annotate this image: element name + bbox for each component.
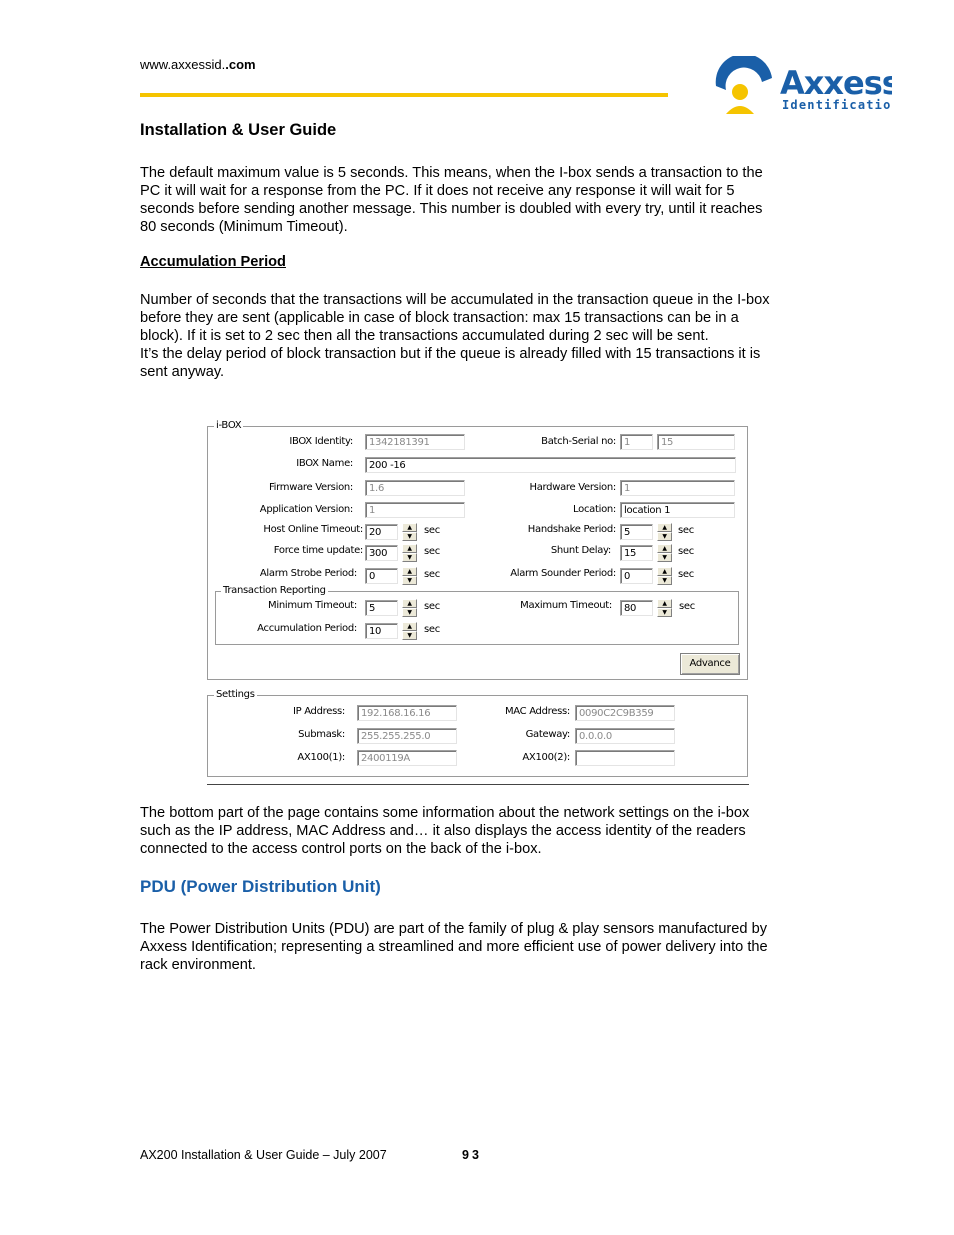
guide-title: Installation & User Guide	[140, 121, 337, 139]
min-timeout-spinner[interactable]: ▲ ▼	[402, 599, 417, 617]
ax100-2-label: AX100(2):	[522, 752, 570, 763]
shunt-delay-label: Shunt Delay:	[550, 545, 611, 556]
paragraph-pdu	[140, 920, 820, 974]
text-line: seconds before sending another message. This number is doubled with every try, until it reaches	[140, 201, 763, 217]
accum-label: Accumulation Period:	[257, 623, 357, 634]
axxess-logo	[712, 56, 892, 118]
host-timeout-label: Host Online Timeout:	[263, 524, 363, 535]
pdu-heading: PDU (Power Distribution Unit)	[140, 877, 381, 896]
firmware-label: Firmware Version:	[268, 482, 353, 493]
force-time-field[interactable]: 300	[365, 545, 398, 561]
text-line: The default maximum value is 5 seconds. This means, when the I-box sends a transaction to the	[140, 165, 763, 181]
hardware-field[interactable]: 1	[620, 480, 735, 496]
ibox-identity-field[interactable]: 1342181391	[365, 434, 465, 450]
url-suffix: .com	[225, 57, 256, 72]
max-timeout-field[interactable]: 80	[620, 600, 653, 616]
batch-field[interactable]: 1	[620, 434, 653, 450]
accumulation-subheading: Accumulation Period	[140, 254, 286, 270]
sec-unit: sec	[424, 601, 440, 612]
location-field[interactable]: location 1	[620, 502, 735, 518]
alarm-strobe-spinner[interactable]: ▲ ▼	[402, 567, 417, 585]
alarm-sounder-spinner[interactable]: ▲ ▼	[657, 567, 672, 585]
hardware-label: Hardware Version:	[529, 482, 616, 493]
footer-doc-name: AX200 Installation & User Guide – July 2007	[140, 1148, 387, 1162]
ibox-settings-dialog	[205, 420, 750, 792]
max-timeout-label: Maximum Timeout:	[520, 600, 612, 611]
ip-label: IP Address:	[292, 706, 345, 717]
text-line: rack environment.	[140, 957, 256, 973]
ax100-1-label: AX100(1):	[297, 752, 345, 763]
mac-label: MAC Address:	[504, 706, 570, 717]
gateway-label: Gateway:	[525, 729, 570, 740]
advance-button[interactable]: Advance	[680, 653, 740, 675]
text-line: The Power Distribution Units (PDU) are part of the family of plug & play sensors manufactured by	[140, 921, 767, 937]
sec-unit: sec	[424, 525, 440, 536]
handshake-spinner[interactable]: ▲ ▼	[657, 523, 672, 541]
shunt-delay-spinner[interactable]: ▲ ▼	[657, 544, 672, 562]
ibox-identity-label: IBOX Identity:	[289, 436, 353, 447]
shunt-delay-field[interactable]: 15	[620, 545, 653, 561]
ibox-group-title: i-BOX	[216, 420, 242, 431]
host-timeout-field[interactable]: 20	[365, 524, 398, 540]
dialog-bottom-line	[207, 784, 749, 785]
ibox-name-field[interactable]: 200 -16	[365, 457, 736, 473]
accum-field[interactable]: 10	[365, 623, 398, 639]
serial-field[interactable]: 15	[657, 434, 735, 450]
ax100-2-field[interactable]	[575, 750, 675, 766]
text-line: such as the IP address, MAC Address and… it also displays the access identity of the readers	[140, 823, 746, 839]
ax100-1-field[interactable]: 2400119A	[357, 750, 457, 766]
url-prefix: www.axxessid.	[140, 57, 226, 72]
page-number: 93	[462, 1148, 482, 1162]
sec-unit: sec	[678, 546, 694, 557]
accum-spinner[interactable]: ▲ ▼	[402, 622, 417, 640]
alarm-strobe-field[interactable]: 0	[365, 568, 398, 584]
location-label: Location:	[573, 504, 616, 515]
text-line: before they are sent (applicable in case of block transaction: max 15 transactions can be in a	[140, 310, 739, 326]
alarm-strobe-label: Alarm Strobe Period:	[259, 568, 357, 579]
force-time-spinner[interactable]: ▲ ▼	[402, 544, 417, 562]
transaction-group-title: Transaction Reporting	[223, 585, 326, 596]
sec-unit: sec	[424, 624, 440, 635]
text-line: PC it will wait for a response from the PC. If it does not receive any response it will wait for 5	[140, 183, 735, 199]
logo-subtext: Identification	[782, 98, 892, 112]
paragraph-network	[140, 804, 820, 858]
handshake-label: Handshake Period:	[527, 524, 616, 535]
text-line: Number of seconds that the transactions will be accumulated in the transaction queue in the I-box	[140, 292, 770, 308]
application-field[interactable]: 1	[365, 502, 465, 518]
application-label: Application Version:	[259, 504, 353, 515]
gateway-field[interactable]: 0.0.0.0	[575, 728, 675, 744]
sec-unit: sec	[424, 546, 440, 557]
settings-group-title: Settings	[216, 689, 255, 700]
website-url	[140, 57, 256, 72]
text-line: Axxess Identification; representing a streamlined and more efficient use of power delivery into the	[140, 939, 768, 955]
header-rule	[140, 93, 668, 97]
batch-serial-label: Batch-Serial no:	[541, 436, 616, 447]
text-line: It’s the delay period of block transaction but if the queue is already filled with 15 transactions it is	[140, 346, 761, 362]
alarm-sounder-field[interactable]: 0	[620, 568, 653, 584]
max-timeout-spinner[interactable]: ▲ ▼	[657, 599, 672, 617]
sec-unit: sec	[678, 569, 694, 580]
text-line: sent anyway.	[140, 364, 225, 380]
firmware-field[interactable]: 1.6	[365, 480, 465, 496]
ibox-name-label: IBOX Name:	[296, 458, 353, 469]
min-timeout-field[interactable]: 5	[365, 600, 398, 616]
paragraph-accumulation	[140, 291, 820, 381]
logo-text: Axxess	[780, 64, 892, 102]
sec-unit: sec	[679, 601, 695, 612]
submask-field[interactable]: 255.255.255.0	[357, 728, 457, 744]
min-timeout-label: Minimum Timeout:	[268, 600, 357, 611]
submask-label: Submask:	[298, 729, 345, 740]
alarm-sounder-label: Alarm Sounder Period:	[510, 568, 616, 579]
sec-unit: sec	[678, 525, 694, 536]
host-timeout-spinner[interactable]: ▲ ▼	[402, 523, 417, 541]
text-line: block). If it is set to 2 sec then all the transactions accumulated during 2 sec will be sent.	[140, 328, 709, 344]
force-time-label: Force time update:	[273, 545, 363, 556]
text-line: The bottom part of the page contains some information about the network settings on the i-box	[140, 805, 750, 821]
mac-field[interactable]: 0090C2C9B359	[575, 705, 675, 721]
text-line: 80 seconds (Minimum Timeout).	[140, 219, 348, 235]
ip-field[interactable]: 192.168.16.16	[357, 705, 457, 721]
text-line: connected to the access control ports on the back of the i-box.	[140, 841, 542, 857]
sec-unit: sec	[424, 569, 440, 580]
handshake-field[interactable]: 5	[620, 524, 653, 540]
paragraph-timeout	[140, 164, 820, 236]
